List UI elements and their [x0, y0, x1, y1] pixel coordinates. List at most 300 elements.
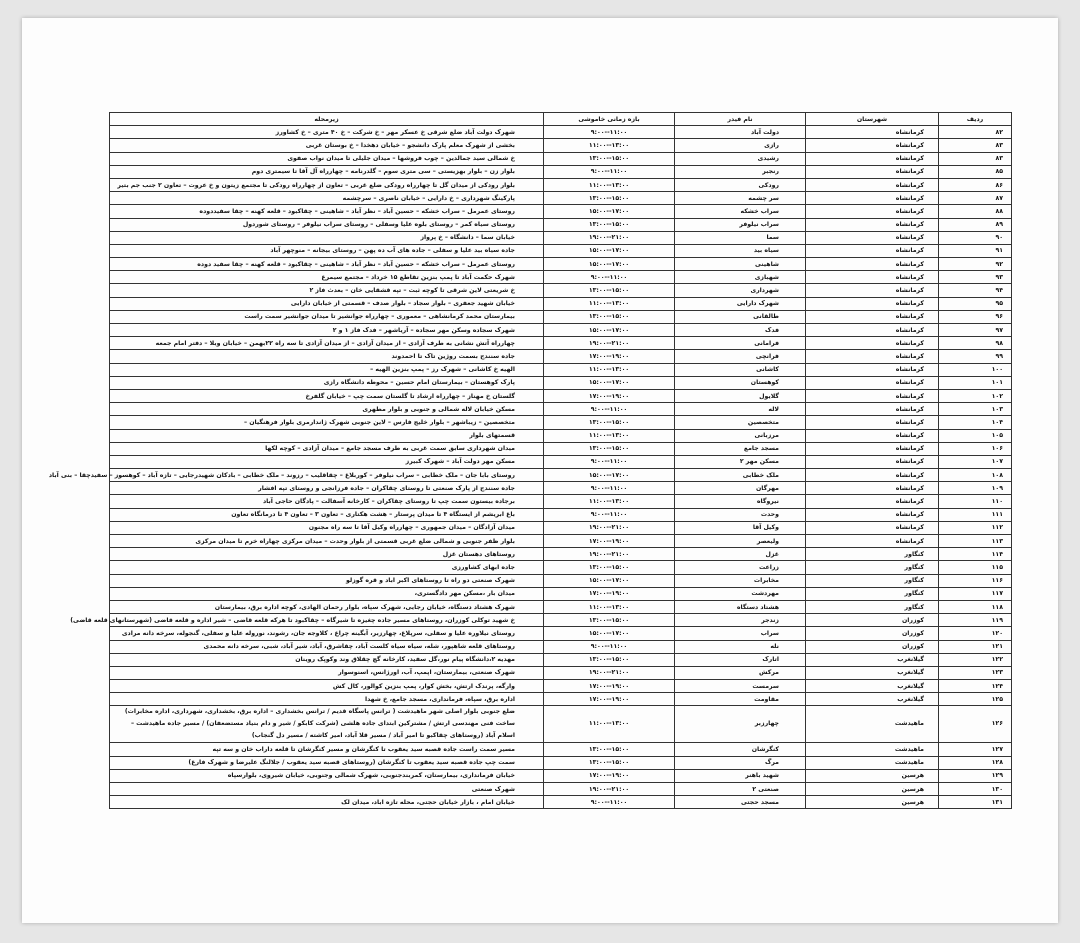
area-cell: خیابان امام ، بازار خیابان حجتی، محله تازه اباد، میدان لک: [110, 796, 544, 809]
outage-time-cell: ۱۵:۰۰--۱۷:۰۰: [544, 376, 675, 389]
header-row-number: ردیف: [939, 113, 1012, 126]
table-row: [110, 205, 1012, 218]
city-cell: کرمانشاه: [806, 337, 939, 350]
row-number-cell: ۱۰۵: [939, 429, 1012, 442]
feeder-name-cell: ولیعصر: [675, 535, 806, 548]
area-cell: مهدیه ۲،دانشگاه پیام نور،گل سفید، کارخانه گچ چقلاق وند وکوپک روینان: [110, 653, 544, 666]
outage-time-cell: ۹:۰۰--۱۱:۰۰: [544, 271, 675, 284]
table-row: [110, 482, 1012, 495]
feeder-name-cell: نله: [675, 640, 806, 653]
area-cell: خ شهید توکلی کوزران، روستاهای مسیر جاده چغیزه تا شیرگاه – چقاکبود تا هرکه قلعه قاضی – شیر اداره و قلعه قاضی (شهرستانهای قلعه قاضی): [110, 614, 544, 627]
area-cell: مسکن خیابان لاله شمالی و جنوبی و بلوار مطهری: [110, 403, 544, 416]
feeder-name-cell: غزل: [675, 548, 806, 561]
table-row: [110, 653, 1012, 666]
table-row: [110, 165, 1012, 178]
table-row: [110, 769, 1012, 782]
area-cell: پارکینگ شهرداری – خ دارایی – خیابان ناصری – سرچشمه: [110, 192, 544, 205]
table-row: [110, 310, 1012, 323]
area-cell: روستای عمرمل – سراب خشکه – حسین آباد – نظر آباد – شاهینی – چقاکبود – قلعه کهنه – چقا سفید دوده: [110, 258, 544, 271]
feeder-name-cell: مسکن مهر ۲: [675, 455, 806, 468]
table-row: [110, 416, 1012, 429]
feeder-name-cell: شهید باهنر: [675, 769, 806, 782]
outage-time-cell: ۱۵:۰۰--۱۷:۰۰: [544, 574, 675, 587]
table-row: [110, 271, 1012, 284]
row-number-cell: ۱۱۸: [939, 600, 1012, 613]
feeder-name-cell: رنجبر: [675, 165, 806, 178]
area-cell: میدان شهرداری سابق سمت غربی به طرف مسجد جامع – میدان آزادی – کوچه لکها: [110, 442, 544, 455]
area-cell: روستاهای دهستان غزل: [110, 548, 544, 561]
feeder-name-cell: رشیدی: [675, 152, 806, 165]
row-number-cell: ۸۹: [939, 218, 1012, 231]
feeder-name-cell: سرمست: [675, 680, 806, 693]
city-cell: هرسین: [806, 796, 939, 809]
area-cell: شهرک سجاده وسکن مهر سجاده – آریاشهر – فدک فاز ۱ و ۲: [110, 324, 544, 337]
outage-time-cell: ۱۳:۰۰--۱۵:۰۰: [544, 284, 675, 297]
table-row: [110, 284, 1012, 297]
area-cell: متخصصین – زیباشهر – بلوار خلیج فارس – لاین جنوبی شهرک ژاندارمری بلوار فرهنگیان –: [110, 416, 544, 429]
outage-time-cell: ۱۱:۰۰--۱۳:۰۰: [544, 706, 675, 743]
feeder-name-cell: شهبازی: [675, 271, 806, 284]
table-row: [110, 796, 1012, 809]
table-row: [110, 455, 1012, 468]
table-row: [110, 783, 1012, 796]
outage-time-cell: ۱۳:۰۰--۱۵:۰۰: [544, 743, 675, 756]
feeder-name-cell: شهرک دارایی: [675, 297, 806, 310]
area-cell: روستای عمرمل – سراب خشکه – حسین آباد – نظر آباد – شاهینی – چقاکبود – قلعه کهنه – چقا سفیددوده: [110, 205, 544, 218]
outage-time-cell: ۹:۰۰--۱۱:۰۰: [544, 482, 675, 495]
feeder-name-cell: گلایول: [675, 389, 806, 402]
feeder-name-cell: ملک خطابی: [675, 469, 806, 482]
city-cell: کرمانشاه: [806, 297, 939, 310]
row-number-cell: ۱۰۷: [939, 455, 1012, 468]
city-cell: کرمانشاه: [806, 416, 939, 429]
table-row: [110, 403, 1012, 416]
row-number-cell: ۹۱: [939, 244, 1012, 257]
table-row: [110, 561, 1012, 574]
area-cell: میدان بار ،مسکن مهر دادگستری،: [110, 587, 544, 600]
feeder-name-cell: طالقانی: [675, 310, 806, 323]
row-number-cell: ۹۶: [939, 310, 1012, 323]
city-cell: هرسین: [806, 769, 939, 782]
feeder-name-cell: متخصصین: [675, 416, 806, 429]
outage-time-cell: ۹:۰۰--۱۱:۰۰: [544, 403, 675, 416]
row-number-cell: ۱۰۴: [939, 416, 1012, 429]
feeder-name-cell: رودکی: [675, 178, 806, 191]
area-cell: مسیر سمت راست جاده قصبه سید یعقوب تا کنگرشان و مسیر کنگرشان تا قلعه داراب خان و سه تپه: [110, 743, 544, 756]
table-row: [110, 756, 1012, 769]
feeder-name-cell: مرکش: [675, 666, 806, 679]
table-row: [110, 548, 1012, 561]
row-number-cell: ۱۲۵: [939, 693, 1012, 706]
outage-time-cell: ۹:۰۰--۱۱:۰۰: [544, 126, 675, 139]
outage-time-cell: ۱۳:۰۰--۱۵:۰۰: [544, 614, 675, 627]
feeder-name-cell: وکیل آقا: [675, 521, 806, 534]
table-row: [110, 535, 1012, 548]
table-row: [110, 508, 1012, 521]
table-row: [110, 126, 1012, 139]
outage-time-cell: ۱۳:۰۰--۱۵:۰۰: [544, 152, 675, 165]
table-row: [110, 350, 1012, 363]
area-cell: روستای بابا جان – ملک خطابی – سراب نیلوفر – کوربلاغ – چقاقلیب – رزوند – ملک خطابی – بادکان شهیدرجایی – تازه آباد – کوهسوز – سفیدچقا – بنی آباد: [110, 469, 544, 482]
row-number-cell: ۱۱۷: [939, 587, 1012, 600]
header-city: شهرستان: [806, 113, 939, 126]
city-cell: کرمانشاه: [806, 469, 939, 482]
table-row: [110, 152, 1012, 165]
city-cell: کنگاور: [806, 574, 939, 587]
row-number-cell: ۱۲۹: [939, 769, 1012, 782]
feeder-name-cell: زندجر: [675, 614, 806, 627]
header-area: زیرمحله: [110, 113, 544, 126]
area-cell: مسکن مهر دولت آباد – شهرک کبیرز: [110, 455, 544, 468]
outage-time-cell: ۱۹:۰۰--۲۱:۰۰: [544, 666, 675, 679]
table-row: [110, 389, 1012, 402]
city-cell: کرمانشاه: [806, 495, 939, 508]
city-cell: کرمانشاه: [806, 389, 939, 402]
feeder-name-cell: فرامانی: [675, 337, 806, 350]
city-cell: کوزران: [806, 640, 939, 653]
row-number-cell: ۱۰۲: [939, 389, 1012, 402]
outage-time-cell: ۱۷:۰۰--۱۹:۰۰: [544, 693, 675, 706]
row-number-cell: ۱۲۴: [939, 680, 1012, 693]
row-number-cell: ۱۰۰: [939, 363, 1012, 376]
table-row: [110, 640, 1012, 653]
city-cell: کنگاور: [806, 600, 939, 613]
feeder-name-cell: صنعتی ۲: [675, 783, 806, 796]
area-cell: سمت چپ جاده قصبه سید یعقوب تا کنگرشان (روستاهای قصبه سید یعقوب / جلالنگ علیرضا و شهرک فارغ): [110, 756, 544, 769]
feeder-name-cell: مهردشت: [675, 587, 806, 600]
city-cell: کرمانشاه: [806, 126, 939, 139]
table-body: [48, 126, 1012, 809]
outage-time-cell: ۱۵:۰۰--۱۷:۰۰: [544, 627, 675, 640]
header-feeder-name: نام فیدر: [675, 113, 806, 126]
feeder-name-cell: مسجد حجتی: [675, 796, 806, 809]
feeder-name-cell: مرگ: [675, 756, 806, 769]
outage-time-cell: ۹:۰۰--۱۱:۰۰: [544, 508, 675, 521]
row-number-cell: ۸۳: [939, 152, 1012, 165]
table-row: [110, 297, 1012, 310]
row-number-cell: ۸۷: [939, 192, 1012, 205]
feeder-name-cell: نیروگاه: [675, 495, 806, 508]
row-number-cell: ۱۱۴: [939, 548, 1012, 561]
table-row: [110, 324, 1012, 337]
area-cell: شهرک حکمت آباد تا پمپ بنزین تقاطع ۱۵ خرداد – مجتمع سیمرغ: [110, 271, 544, 284]
outage-time-cell: ۱۳:۰۰--۱۵:۰۰: [544, 310, 675, 323]
feeder-name-cell: کوهستان: [675, 376, 806, 389]
table-row: [110, 469, 1012, 482]
feeder-name-cell: کاشانی: [675, 363, 806, 376]
city-cell: هرسین: [806, 783, 939, 796]
area-cell: روستای نیلاوره علیا و سفلی، سرپلاغ، چهارزبر، آبگینه چراغ ، کلاوجه جان، رشوند، نوروله علیا و سفلی، گنجوله، سرخه دانه مرادی: [110, 627, 544, 640]
outage-time-cell: ۱۹:۰۰--۲۱:۰۰: [544, 521, 675, 534]
table-row: [110, 337, 1012, 350]
row-number-cell: ۹۴: [939, 284, 1012, 297]
outage-time-cell: ۹:۰۰--۱۱:۰۰: [544, 640, 675, 653]
outage-time-cell: ۱۹:۰۰--۲۱:۰۰: [544, 783, 675, 796]
feeder-name-cell: مسجد جامع: [675, 442, 806, 455]
row-number-cell: ۸۵: [939, 165, 1012, 178]
feeder-name-cell: سراب نیلوفر: [675, 218, 806, 231]
row-number-cell: ۱۲۲: [939, 653, 1012, 666]
table-row: [110, 376, 1012, 389]
area-cell: جاده سنندج از پارک صنعتی تا روستای چقاکران – جاده فرزانجی و روستای تپه افشار: [110, 482, 544, 495]
row-number-cell: ۱۱۵: [939, 561, 1012, 574]
area-cell: شهرک هشتاد دستگاه، خیابان رجایی، شهرک سپاه، بلوار رحمان الهادی، کوچه اداره برق، بیمارستان: [110, 600, 544, 613]
city-cell: ماهیدشت: [806, 706, 939, 743]
row-number-cell: ۱۰۸: [939, 469, 1012, 482]
city-cell: کرمانشاه: [806, 429, 939, 442]
outage-time-cell: ۱۳:۰۰--۱۵:۰۰: [544, 192, 675, 205]
table-row: [110, 363, 1012, 376]
city-cell: گیلانغرب: [806, 666, 939, 679]
table-row: [110, 442, 1012, 455]
row-number-cell: ۹۸: [939, 337, 1012, 350]
outage-time-cell: ۱۳:۰۰--۱۵:۰۰: [544, 561, 675, 574]
area-cell: باغ ابریشم از ایستگاه ۴ تا میدان پرستار – هشت هکتاری – تعاون ۳ – تعاون ۴ تا درمانگاه تعاون: [110, 508, 544, 521]
city-cell: کوزران: [806, 627, 939, 640]
area-cell: جاده سیاه بید علیا و سفلی – جاده های آب ده پهن – روستای بیجانه – منوچهر آباد: [110, 244, 544, 257]
area-cell: جاده ابهای کشاورزی: [110, 561, 544, 574]
row-number-cell: ۸۲: [939, 126, 1012, 139]
table-row: [110, 587, 1012, 600]
outage-time-cell: ۱۳:۰۰--۱۵:۰۰: [544, 442, 675, 455]
area-cell: برجاده بیستون سمت چپ تا روستای چقاکران – کارخانه آسفالت – پادگان حاجی آباد: [110, 495, 544, 508]
city-cell: کرمانشاه: [806, 376, 939, 389]
outage-time-cell: ۱۷:۰۰--۱۹:۰۰: [544, 535, 675, 548]
feeder-name-cell: سیاه بید: [675, 244, 806, 257]
outage-time-cell: ۱۷:۰۰--۱۹:۰۰: [544, 389, 675, 402]
feeder-name-cell: شاهینی: [675, 258, 806, 271]
feeder-name-cell: رازی: [675, 139, 806, 152]
feeder-name-cell: لاله: [675, 403, 806, 416]
table-row: [110, 231, 1012, 244]
city-cell: کنگاور: [806, 587, 939, 600]
outage-time-cell: ۱۵:۰۰--۱۷:۰۰: [544, 324, 675, 337]
area-cell: شهرک دولت آباد ضلع شرقی خ عسکر مهر – خ شرکت – خ ۴۰ متری – خ کشاورز: [110, 126, 544, 139]
table-header-row: [110, 113, 1012, 126]
outage-time-cell: ۱۷:۰۰--۱۹:۰۰: [544, 769, 675, 782]
city-cell: کنگاور: [806, 548, 939, 561]
row-number-cell: ۱۳۱: [939, 796, 1012, 809]
row-number-cell: ۱۱۰: [939, 495, 1012, 508]
city-cell: کرمانشاه: [806, 244, 939, 257]
feeder-name-cell: فدک: [675, 324, 806, 337]
outage-time-cell: ۱۱:۰۰--۱۳:۰۰: [544, 495, 675, 508]
area-cell: قسمتهای بلوار: [110, 429, 544, 442]
row-number-cell: ۱۲۸: [939, 756, 1012, 769]
area-cell: خیابان سما – دانشگاه – خ پرواز: [110, 231, 544, 244]
area-cell: الهیه خ کاشانی – شهرک رز – پمپ بنزین الهیه –: [110, 363, 544, 376]
outage-time-cell: ۱۱:۰۰--۱۳:۰۰: [544, 363, 675, 376]
outage-time-cell: ۱۷:۰۰--۱۹:۰۰: [544, 587, 675, 600]
row-number-cell: ۱۱۱: [939, 508, 1012, 521]
table-row: [110, 139, 1012, 152]
area-cell: بلوار زن – بلوار بهزیستی – سی متری سوم – گلدرنامه – چهارراه آل آقا تا سیمتری دوم: [110, 165, 544, 178]
outage-time-cell: ۱۱:۰۰--۱۳:۰۰: [544, 139, 675, 152]
area-cell: شهرک صنعتی: [110, 783, 544, 796]
outage-time-cell: ۹:۰۰--۱۱:۰۰: [544, 796, 675, 809]
table-row: [110, 574, 1012, 587]
row-number-cell: ۹۰: [939, 231, 1012, 244]
row-number-cell: ۹۹: [939, 350, 1012, 363]
document-page: [22, 18, 1058, 923]
row-number-cell: ۱۲۰: [939, 627, 1012, 640]
row-number-cell: ۱۱۳: [939, 535, 1012, 548]
row-number-cell: ۱۲۶: [939, 706, 1012, 743]
row-number-cell: ۱۲۳: [939, 666, 1012, 679]
outage-time-cell: ۱۳:۰۰--۱۵:۰۰: [544, 653, 675, 666]
city-cell: کرمانشاه: [806, 350, 939, 363]
area-cell: میدان آزادگان – میدان جمهوری – چهارراه وکیل آقا تا سه راه مجنون: [110, 521, 544, 534]
area-cell: بخشی از شهرک معلم پارک دانشجو – خیابان دهخدا – خ بوستان غربی: [110, 139, 544, 152]
table-row: [110, 258, 1012, 271]
row-number-cell: ۹۳: [939, 271, 1012, 284]
city-cell: کرمانشاه: [806, 310, 939, 323]
table-row: [110, 693, 1012, 706]
row-number-cell: ۱۰۹: [939, 482, 1012, 495]
feeder-name-cell: فرانچی: [675, 350, 806, 363]
outage-time-cell: ۱۳:۰۰--۱۵:۰۰: [544, 416, 675, 429]
row-number-cell: ۸۳: [939, 139, 1012, 152]
feeder-name-cell: چهارزبر: [675, 706, 806, 743]
city-cell: کرمانشاه: [806, 455, 939, 468]
row-number-cell: ۸۸: [939, 205, 1012, 218]
city-cell: کرمانشاه: [806, 284, 939, 297]
feeder-name-cell: زراعت: [675, 561, 806, 574]
row-number-cell: ۱۱۶: [939, 574, 1012, 587]
area-cell: بیمارستان محمد کرمانشاهی – معموری – چهارراه جوانشیر تا میدان جوانشیر سمت راست: [110, 310, 544, 323]
feeder-name-cell: مهرگان: [675, 482, 806, 495]
row-number-cell: ۸۶: [939, 178, 1012, 191]
city-cell: کرمانشاه: [806, 403, 939, 416]
city-cell: گیلانغرب: [806, 653, 939, 666]
city-cell: گیلانغرب: [806, 680, 939, 693]
outage-time-cell: ۱۱:۰۰--۱۳:۰۰: [544, 297, 675, 310]
feeder-name-cell: مرزبانی: [675, 429, 806, 442]
area-cell: پارک کوهستان – بیمارستان امام حسین – محوطه دانشگاه رازی: [110, 376, 544, 389]
outage-time-cell: ۱۹:۰۰--۲۱:۰۰: [544, 337, 675, 350]
outage-time-cell: ۱۵:۰۰--۱۷:۰۰: [544, 205, 675, 218]
outage-time-cell: ۱۱:۰۰--۱۳:۰۰: [544, 600, 675, 613]
city-cell: ماهیدشت: [806, 756, 939, 769]
area-cell: خ شریعتی لاین شرقی تا کوچه ثبت – تپه قشقایی خان – بعدث فاز ۲: [110, 284, 544, 297]
table-row: [110, 218, 1012, 231]
feeder-name-cell: سراب خشکه: [675, 205, 806, 218]
feeder-name-cell: مقاومت: [675, 693, 806, 706]
area-cell: روستاهای قلعه شاهپور، شله، سیاه سیاه کلست آباد، چقاشرق، آباد، شیر آباد، شبی، سرخه دانه محمدی: [110, 640, 544, 653]
city-cell: کنگاور: [806, 561, 939, 574]
table-row: [110, 600, 1012, 613]
table-row: [110, 680, 1012, 693]
outage-time-cell: ۱۱:۰۰--۱۳:۰۰: [544, 178, 675, 191]
feeder-name-cell: کنگرشان: [675, 743, 806, 756]
area-cell: خیابان شهید جعفری – بلوار سجاد – بلوار صدف – قسمتی از خیابان دارایی: [110, 297, 544, 310]
outage-time-cell: ۹:۰۰--۱۱:۰۰: [544, 455, 675, 468]
row-number-cell: ۱۳۰: [939, 783, 1012, 796]
row-number-cell: ۱۰۱: [939, 376, 1012, 389]
city-cell: کرمانشاه: [806, 508, 939, 521]
table-row: [110, 178, 1012, 191]
area-cell: وارگه، پرندک ارتش، بخش کوار، پمپ بنزین کوالور، کال کش: [110, 680, 544, 693]
area-cell: اداره برق، سپاه، فرمانداری، مسجد جامع، خ شهدا: [110, 693, 544, 706]
area-cell: شهرک صنعتی، بیمارستان، اپمپ، آب، اورژانس، اسنوسوار: [110, 666, 544, 679]
outage-time-cell: ۱۹:۰۰--۲۱:۰۰: [544, 231, 675, 244]
header-outage-time: بازه زمانی خاموشی: [544, 113, 675, 126]
table-row: [110, 706, 1012, 743]
feeder-name-cell: اتارک: [675, 653, 806, 666]
table-row: [110, 244, 1012, 257]
city-cell: کرمانشاه: [806, 535, 939, 548]
feeder-name-cell: سر چشمه: [675, 192, 806, 205]
city-cell: کرمانشاه: [806, 442, 939, 455]
row-number-cell: ۹۷: [939, 324, 1012, 337]
outage-time-cell: ۱۵:۰۰--۱۷:۰۰: [544, 469, 675, 482]
city-cell: کرمانشاه: [806, 152, 939, 165]
area-cell: روستای سیاه کمر – روستای بلوه علیا وسفلی – روستای سراب نیلوفر – روستای شوردول: [110, 218, 544, 231]
outage-schedule-table: [48, 112, 1012, 809]
table-row: [110, 495, 1012, 508]
city-cell: کرمانشاه: [806, 139, 939, 152]
area-cell: چهارراه آتش نشانی به طرف آزادی – از میدان آزادی – از میدان آزادی تا سه راه ۲۲بهمن – خیابان وبلا – دفتر امام جمعه: [110, 337, 544, 350]
area-cell: خ شمالی سید جمالدین – چوب فروشها – میدان جلیلی تا میدان نواب صفوی: [110, 152, 544, 165]
outage-time-cell: ۱۵:۰۰--۱۷:۰۰: [544, 258, 675, 271]
feeder-name-cell: سما: [675, 231, 806, 244]
city-cell: کرمانشاه: [806, 258, 939, 271]
table-row: [110, 521, 1012, 534]
outage-time-cell: ۱۳:۰۰--۱۵:۰۰: [544, 756, 675, 769]
city-cell: کرمانشاه: [806, 205, 939, 218]
row-number-cell: ۱۱۹: [939, 614, 1012, 627]
outage-time-cell: ۱۷:۰۰--۱۹:۰۰: [544, 350, 675, 363]
table-row: [110, 429, 1012, 442]
area-cell: بلوار رودکی از میدان گل تا چهارراه رودکی ضلع غربی – تعاون از چهارراه رودکی تا مجتمع زیتون و خ عروت – تعاون ۲ جنب جم بتیر: [110, 178, 544, 191]
area-cell: خیابان فرمانداری، بیمارستان، کمربندجنوبی، شهرک شمالی وجنوبی، خیابان شیروی، بلوارسپاه: [110, 769, 544, 782]
row-number-cell: ۱۲۱: [939, 640, 1012, 653]
city-cell: ماهیدشت: [806, 743, 939, 756]
outage-time-cell: ۱۵:۰۰--۱۷:۰۰: [544, 244, 675, 257]
city-cell: کرمانشاه: [806, 271, 939, 284]
row-number-cell: ۱۱۲: [939, 521, 1012, 534]
table-row: [110, 627, 1012, 640]
city-cell: کرمانشاه: [806, 231, 939, 244]
city-cell: کوزران: [806, 614, 939, 627]
city-cell: کرمانشاه: [806, 192, 939, 205]
area-cell: گلستان خ مهناز – چهارراه ارشاد تا گلستان سمت چپ – خیابان گلفرخ: [110, 389, 544, 402]
city-cell: کرمانشاه: [806, 178, 939, 191]
outage-time-cell: ۱۷:۰۰--۱۹:۰۰: [544, 680, 675, 693]
table-row: [110, 614, 1012, 627]
city-cell: گیلانغرب: [806, 693, 939, 706]
row-number-cell: ۱۲۷: [939, 743, 1012, 756]
city-cell: کرمانشاه: [806, 521, 939, 534]
outage-time-cell: ۹:۰۰--۱۱:۰۰: [544, 165, 675, 178]
outage-time-cell: ۱۱:۰۰--۱۳:۰۰: [544, 429, 675, 442]
row-number-cell: ۱۰۳: [939, 403, 1012, 416]
city-cell: کرمانشاه: [806, 482, 939, 495]
table-row: [110, 743, 1012, 756]
city-cell: کرمانشاه: [806, 363, 939, 376]
feeder-name-cell: شهرداری: [675, 284, 806, 297]
feeder-name-cell: سراب: [675, 627, 806, 640]
table-row: [110, 192, 1012, 205]
feeder-name-cell: هشتاد دستگاه: [675, 600, 806, 613]
city-cell: کرمانشاه: [806, 218, 939, 231]
city-cell: کرمانشاه: [806, 165, 939, 178]
area-cell: شهرک صنعتی دو راه تا روستاهای اکبر اباد و قره گوزلو: [110, 574, 544, 587]
row-number-cell: ۹۵: [939, 297, 1012, 310]
table-row: [110, 666, 1012, 679]
outage-time-cell: ۱۳:۰۰--۱۵:۰۰: [544, 218, 675, 231]
outage-time-cell: ۱۹:۰۰--۲۱:۰۰: [544, 548, 675, 561]
